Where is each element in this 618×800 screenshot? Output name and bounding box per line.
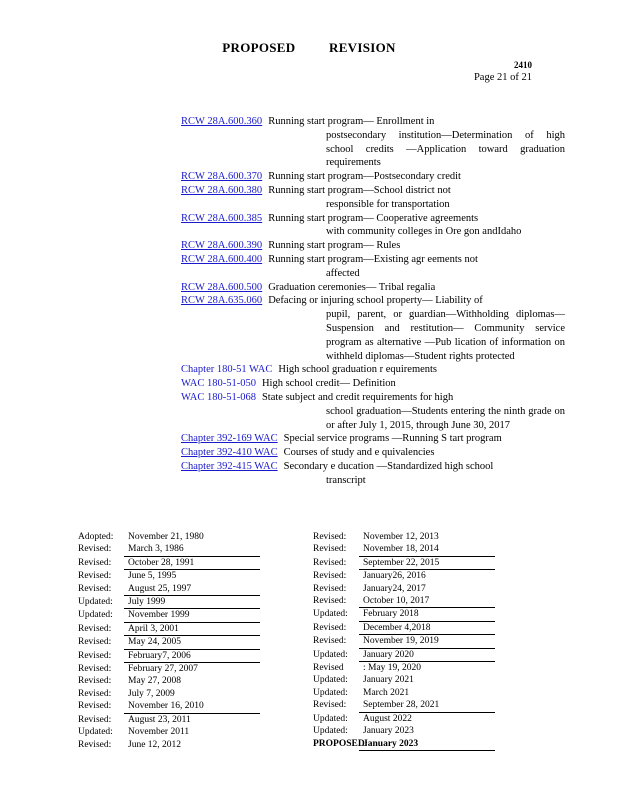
history-date: December 4,2018	[359, 622, 495, 635]
history-date: September 22, 2015	[359, 557, 495, 570]
reference-code: WAC 180-51-050	[181, 378, 256, 390]
history-date: November 16, 2010	[124, 700, 260, 713]
reference-item	[181, 294, 565, 308]
history-date: June 12, 2012	[128, 739, 182, 750]
reference-item	[181, 184, 565, 198]
history-entry	[78, 543, 260, 556]
reference-item	[181, 170, 565, 184]
history-entry	[313, 595, 495, 608]
history-label: Revised:	[78, 623, 112, 634]
legal-references	[181, 115, 565, 488]
history-label: Revised:	[313, 622, 347, 633]
history-entry	[78, 623, 260, 636]
history-entry	[78, 557, 260, 570]
history-label: Updated:	[313, 687, 348, 698]
history-label: Updated:	[313, 609, 348, 620]
history-entry	[78, 688, 260, 700]
history-label: Revised:	[313, 700, 347, 711]
history-label: Revised:	[313, 532, 347, 542]
history-entry	[78, 700, 260, 713]
history-date: June 5, 1995	[128, 571, 177, 582]
history-entry	[313, 531, 495, 543]
history-date: July 1999	[124, 596, 260, 609]
reference-item	[181, 253, 565, 267]
history-entry	[78, 583, 260, 596]
history-date: January 2023	[363, 726, 414, 737]
history-label: Adopted:	[78, 532, 114, 542]
reference-description: Running start program—School district not	[268, 184, 451, 196]
reference-link[interactable]: RCW 28A.600.380	[181, 184, 263, 196]
history-entry	[78, 739, 260, 751]
reference-description: Running start program— Rules	[268, 240, 401, 252]
history-entry	[78, 609, 260, 622]
history-entry	[78, 570, 260, 582]
history-label: Updated:	[313, 713, 348, 724]
history-date: August 25, 1997	[124, 583, 260, 596]
history-date: May 27, 2008	[128, 676, 182, 687]
history-date: November 12, 2013	[363, 532, 439, 542]
history-label: PROPOSED:	[313, 738, 368, 749]
reference-item	[181, 391, 565, 405]
history-entry	[78, 726, 260, 738]
history-date: January26, 2016	[363, 571, 426, 582]
reference-link[interactable]: RCW 28A.600.370	[181, 171, 263, 183]
history-date: October 28, 1991	[124, 557, 260, 570]
history-label: Updated:	[313, 649, 348, 660]
history-entry	[78, 663, 260, 675]
history-date: March 2021	[363, 687, 410, 698]
history-entry	[313, 662, 495, 674]
reference-description-continued: responsible for transportation	[326, 198, 450, 210]
reference-description-continued: with community colleges in Ore gon andIdaho	[326, 226, 522, 238]
history-date: November 18, 2014	[359, 543, 495, 556]
history-date: January 2023	[359, 738, 495, 751]
history-entry	[313, 649, 495, 662]
reference-description: Running start program—Postsecondary credit	[268, 171, 461, 183]
history-date: August 23, 2011	[128, 714, 191, 725]
history-date: August 2022	[363, 713, 412, 724]
reference-description-continued: transcript	[326, 474, 366, 486]
reference-link[interactable]: RCW 28A.600.385	[181, 212, 263, 224]
history-date: January 2020	[359, 649, 495, 662]
reference-description: Defacing or injuring school property— Liability of	[268, 295, 483, 307]
reference-item	[181, 432, 565, 446]
reference-description-continued: affected	[326, 267, 360, 279]
history-date: February7, 2006	[124, 650, 260, 663]
history-label: Revised:	[313, 583, 347, 594]
reference-code: Chapter 180-51 WAC	[181, 364, 273, 376]
reference-description-continued: school graduation—Students entering the ninth grade on or after July 1, 2015, through June 30, 2017	[326, 405, 565, 431]
history-label: Updated:	[78, 597, 113, 608]
history-entry	[313, 557, 495, 570]
reference-code: WAC 180-51-068	[181, 391, 256, 403]
history-date: January24, 2017	[363, 583, 426, 594]
history-label: Revised:	[313, 557, 347, 568]
history-label: Revised:	[78, 664, 112, 675]
history-label: Revised:	[313, 596, 347, 607]
history-entry	[313, 543, 495, 556]
reference-description: High school credit— Definition	[261, 378, 396, 390]
reference-link[interactable]: RCW 28A.600.500	[181, 281, 263, 293]
history-label: Revised:	[78, 637, 112, 648]
history-entry	[78, 596, 260, 609]
history-label: Revised:	[313, 636, 347, 647]
history-label: Revised:	[78, 701, 112, 712]
reference-description: High school graduation r equirements	[278, 364, 438, 376]
history-label: Revised:	[78, 714, 112, 725]
reference-description: Courses of study and e quivalencies	[283, 447, 435, 459]
history-entry	[313, 738, 495, 751]
history-date: May 24, 2005	[124, 636, 260, 649]
reference-item	[181, 212, 565, 226]
reference-link[interactable]: RCW 28A.600.400	[181, 253, 263, 265]
history-label: Revised:	[78, 544, 112, 555]
history-label: Revised:	[78, 688, 112, 699]
reference-link[interactable]: Chapter 392-415 WAC	[181, 460, 278, 472]
history-date: October 10, 2017	[359, 595, 495, 608]
reference-link[interactable]: Chapter 392-410 WAC	[181, 447, 278, 459]
history-date: November 1999	[124, 609, 260, 622]
reference-description: Secondary e ducation —Standardized high school	[283, 460, 494, 472]
reference-item	[181, 446, 565, 460]
history-date: January 2021	[363, 675, 414, 686]
history-entry	[313, 674, 495, 686]
history-date: April 3, 2001	[124, 623, 260, 636]
history-entry	[313, 687, 495, 699]
reference-link[interactable]: RCW 28A.600.390	[181, 240, 263, 252]
reference-description: Graduation ceremonies— Tribal regalia	[268, 281, 436, 293]
history-label: Revised:	[313, 571, 347, 582]
policy-number: 2410	[514, 60, 532, 70]
reference-link[interactable]: Chapter 392-169 WAC	[181, 433, 278, 445]
page-number: Page 21 of 21	[473, 72, 532, 83]
history-date: November 21, 1980	[128, 532, 204, 542]
history-date: February 2018	[359, 608, 495, 621]
history-left-column	[78, 531, 260, 751]
reference-description: Running start program— Enrollment in	[268, 116, 435, 127]
history-label: Revised:	[78, 583, 112, 594]
history-label: Updated:	[313, 726, 348, 737]
history-entry	[78, 714, 260, 726]
history-right-column	[313, 531, 495, 751]
reference-link[interactable]: RCW 28A.600.360	[181, 116, 263, 127]
history-entry	[78, 675, 260, 687]
page-title: PROPOSED REVISION	[222, 40, 396, 55]
reference-item	[181, 239, 565, 253]
history-entry	[313, 583, 495, 595]
history-date: March 3, 1986	[124, 543, 260, 556]
history-entry	[313, 608, 495, 621]
history-label: Revised:	[78, 650, 112, 661]
history-entry	[313, 713, 495, 725]
history-date: February 27, 2007	[128, 664, 198, 675]
history-entry	[313, 570, 495, 582]
reference-item	[181, 281, 565, 295]
history-label: Revised:	[78, 676, 112, 687]
history-label: Updated:	[313, 675, 348, 686]
history-label: Revised:	[78, 557, 112, 568]
reference-description-continued: postsecondary institution—Determination of high school credits —Application toward graduation requirements	[326, 129, 565, 169]
history-date: November 19, 2019	[359, 635, 495, 648]
reference-description: Special service programs —Running S tart program	[283, 433, 502, 445]
reference-item	[181, 115, 565, 129]
history-entry	[78, 650, 260, 663]
history-entry	[78, 531, 260, 543]
history-label: Revised:	[78, 739, 112, 750]
reference-link[interactable]: RCW 28A.635.060	[181, 295, 263, 307]
reference-description: Running start program—Existing agr eements not	[268, 253, 478, 265]
history-label: Revised:	[78, 571, 112, 582]
history-label: Updated:	[78, 610, 113, 621]
history-entry	[78, 636, 260, 649]
history-date: July 7, 2009	[128, 688, 175, 699]
history-date: : May 19, 2020	[363, 663, 422, 674]
reference-description: Running start program— Cooperative agreements	[268, 212, 479, 224]
history-date: November 2011	[128, 727, 190, 738]
history-entry	[313, 725, 495, 737]
history-label: Revised:	[313, 544, 347, 555]
history-label: Updated:	[78, 727, 113, 738]
reference-description-continued: pupil, parent, or guardian—Withholding diplomas—Suspension and restitution— Community service program as alternative —Pub lication of information on withheld diplomas—Student rights protected	[326, 309, 565, 362]
history-label: Revised	[313, 663, 344, 674]
history-entry	[313, 635, 495, 648]
history-date: September 28, 2021	[359, 699, 495, 712]
reference-description: State subject and credit requirements for high	[261, 391, 454, 403]
reference-item	[181, 460, 565, 474]
reference-item	[181, 377, 565, 391]
reference-item	[181, 363, 565, 377]
history-entry	[313, 622, 495, 635]
history-entry	[313, 699, 495, 712]
